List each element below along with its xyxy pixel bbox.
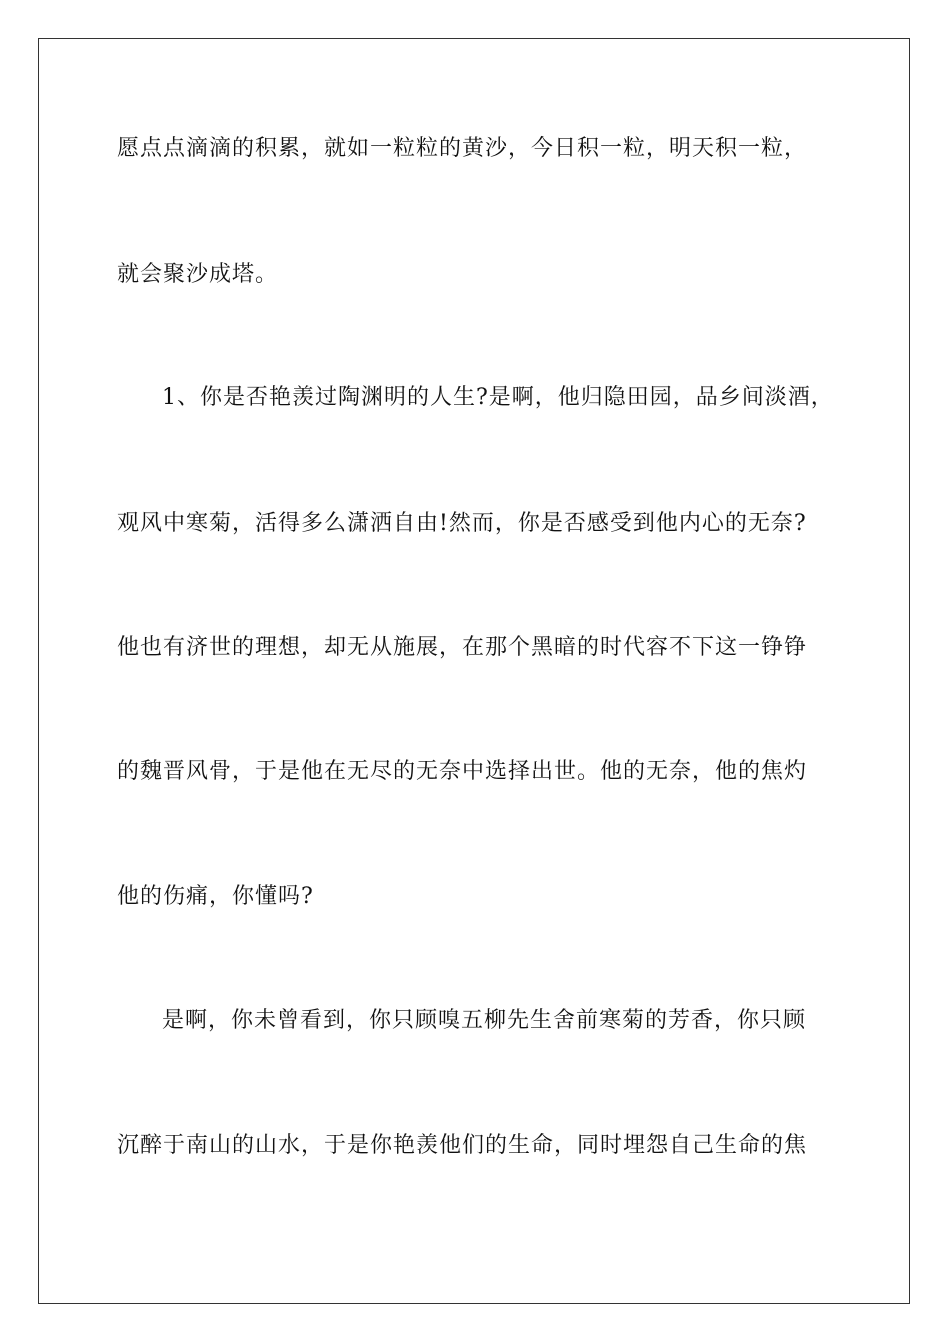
text-line-8: 是啊，你未曾看到，你只顾嗅五柳先生舍前寒菊的芳香，你只顾 [162,1008,807,1033]
text-line-4: 观风中寒菊，活得多么潇洒自由!然而，你是否感受到他内心的无奈? [117,511,807,536]
page-border [38,38,910,1304]
text-line-2: 就会聚沙成塔。 [117,262,279,287]
text-line-6: 的魏晋风骨，于是他在无尽的无奈中选择出世。他的无奈，他的焦灼 [117,759,808,784]
text-line-9: 沉醉于南山的山水，于是你艳羡他们的生命，同时埋怨自己生命的焦 [117,1133,808,1158]
text-line-7: 他的伤痛，你懂吗? [117,884,314,909]
text-line-3: 1、你是否艳羡过陶渊明的人生?是啊，他归隐田园，品乡间淡酒， [162,385,834,410]
text-line-5: 他也有济世的理想，却无从施展，在那个黑暗的时代容不下这一铮铮 [117,635,808,660]
text-line-1: 愿点点滴滴的积累，就如一粒粒的黄沙，今日积一粒，明天积一粒， [117,136,808,161]
